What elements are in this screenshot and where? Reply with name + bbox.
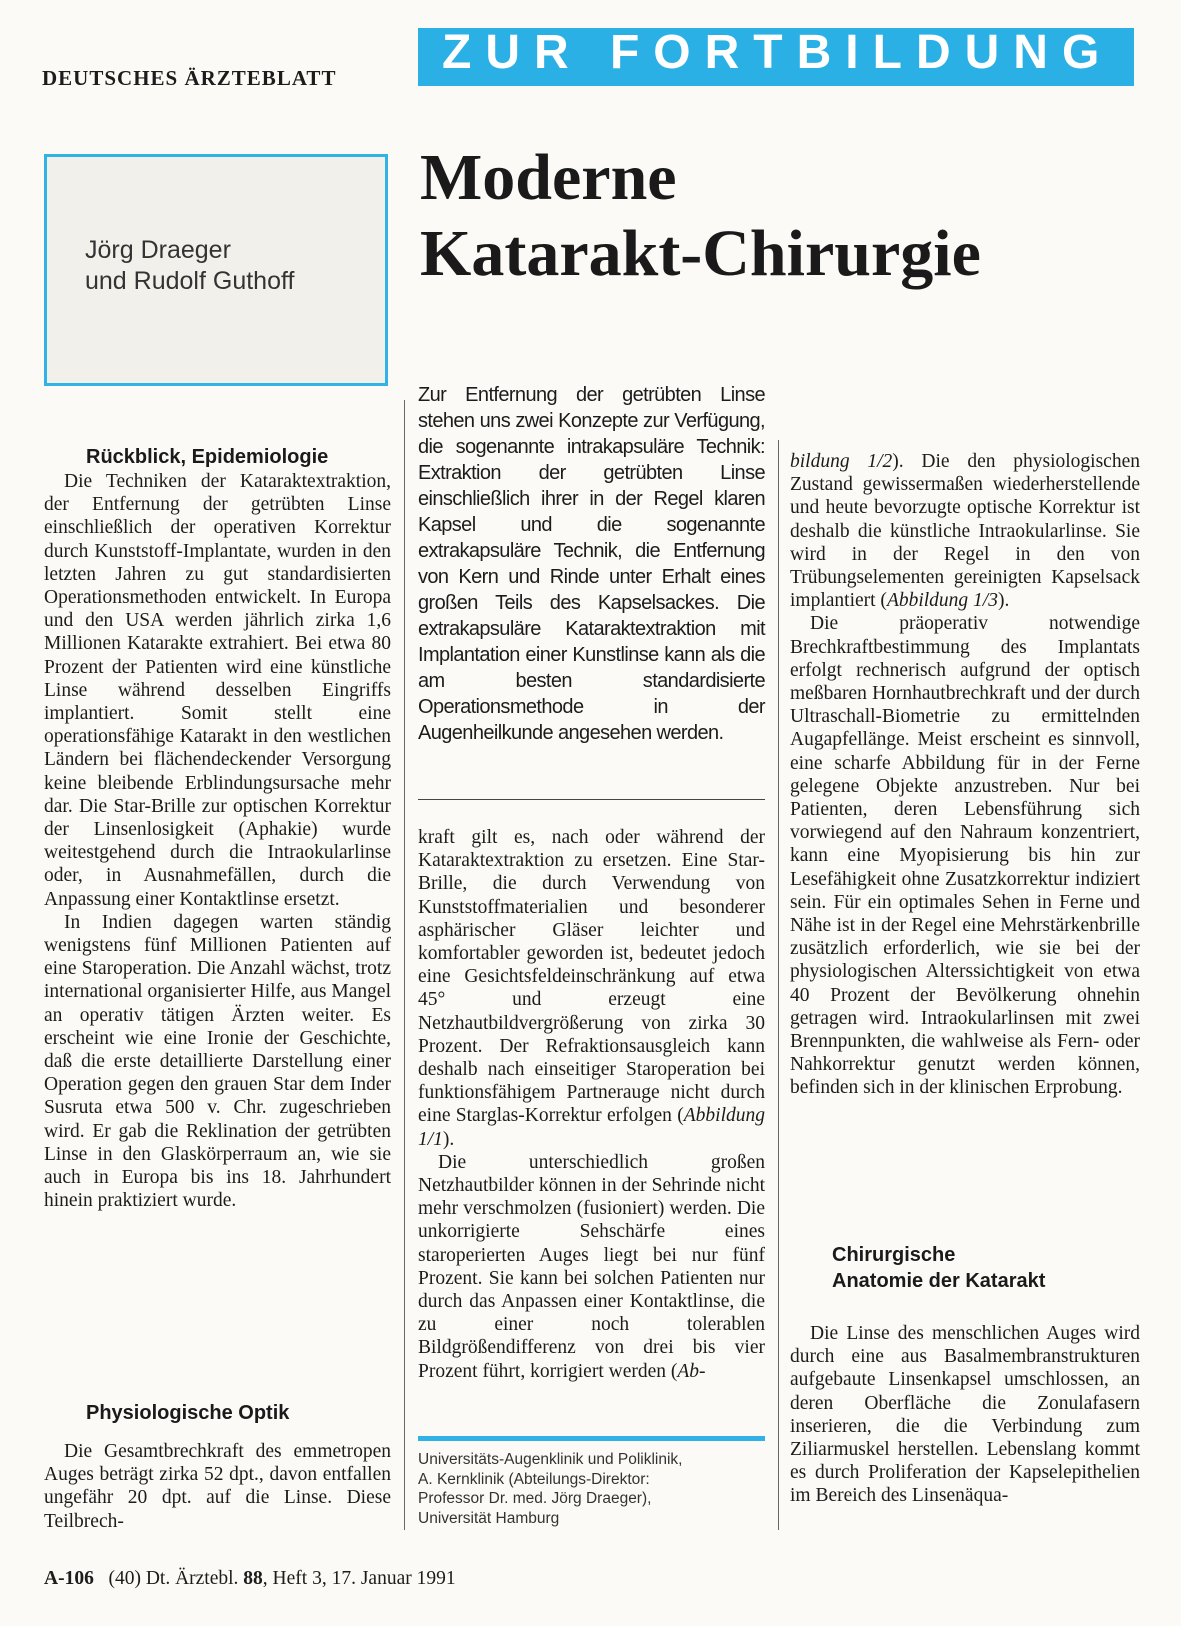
column-3-bottom-text	[790, 1322, 1140, 1508]
paragraph: Die präoperativ notwendige Brechkraftbestimmung des Implantats erfolgt rechnerisch aufgrund der optisch meßbaren Hornhautbrechkraft und der durch Ultraschall-Biometrie zu ermittelnden Augapfellänge. Meist erscheint es sinnvoll, eine scharfe Abbildung für in der Ferne gelegene Objekte anzustreben. Nur bei Patienten, deren Lebensführung sich vorwiegend auf den Nahraum konzentriert, kann eine Myopisierung bis hin zur Lesefähigkeit ohne Zusatzkorrektur indiziert sein. Für ein optimales Sehen in Ferne und Nähe ist in der Regel eine Mehrstärkenbrille zusätzlich erforderlich, wie sie bei der physiologischen Alterssichtigkeit von etwa 40 Prozent der Bevölkerung ohnehin getragen wird. Intraokularlinsen mit zwei Brennpunkten, die wahlweise als Fern- oder Nahkorrektur genutzt werden können, befinden sich in der klinischen Erprobung.	[790, 613, 1140, 1099]
author-affiliation	[418, 1450, 768, 1528]
column-1-text	[44, 470, 391, 1213]
intro-paragraph: Zur Entfernung der getrübten Linse stehen uns zwei Konzepte zur Verfügung, die sogenannte intrakapsuläre Technik: Extraktion der getrübten Linse einschließlich ihrer in der Regel klaren Kapsel und die sogenannte extrakapsuläre Technik, die Entfernung von Kern und Rinde unter Erhalt eines großen Teils des Kapselsackes. Die extrakapsuläre Kataraktextraktion mit Implantation einer Kunstlinse kann als die am besten standardisierte Operationsmethode in der Augenheilkunde angesehen werden.	[418, 384, 765, 744]
paragraph: In Indien dagegen warten ständig wenigstens fünf Millionen Patienten auf eine Staroperation. Die Anzahl wächst, trotz international organisierter Hilfe, aus Mangel an operativ tätigen Ärzten weiter. Es erscheint wie eine Ironie der Geschichte, daß die erste detaillierte Darstellung einer Operation gegen den grauen Star dem Inder Susruta etwa 500 v. Chr. zugeschrieben wird. Er gab die Reklination der getrübten Linse in den Glaskörperraum an, wie sie auch in Europa bis ins 18. Jahrhundert hinein praktiziert wurde.	[44, 911, 391, 1212]
paragraph: bildung 1/2). Die den physiologischen Zustand gewissermaßen wiederherstellende und heute bevorzugte optische Korrektur ist deshalb die künstliche Intraokularlinse. Sie wird in der Regel in den von Trübungselementen gereinigten Kapselsack implantiert (Abbildung 1/3).	[790, 451, 1140, 612]
title-line-2: Katarakt-Chirurgie	[420, 217, 981, 290]
figure-reference: bildung 1/2	[790, 451, 893, 472]
paragraph: Die unterschiedlich großen Netzhautbilder können in der Sehrinde nicht mehr verschmolzen (fusioniert) werden. Die unkorrigierte Sehschärfe eines staroperierten Auges liegt bei nur fünf Prozent. Sie kann bei solchen Patienten nur durch das Anpassen einer Kontaktlinse, die zu einer noch tolerablen Bildgrößendifferenz von drei bis vier Prozent führt, korrigiert werden (Ab-	[418, 1151, 765, 1382]
article-title	[420, 140, 1160, 292]
paragraph: Die Linse des menschlichen Auges wird durch eine aus Basalmembranstrukturen aufgebaute Linsenkapsel umschlossen, an deren Oberfläche die Zonulafasern inserieren, die die Verbindung zum Ziliarmuskel herstellen. Lebenslang kommt es durch Proliferation der Kapselepithelien im Bereich des Linsenäqua-	[790, 1323, 1140, 1507]
author-box	[44, 154, 388, 386]
affiliation-line: Universitäts-Augenklinik und Poliklinik,	[418, 1451, 683, 1468]
paragraph: Die Gesamtbrechkraft des emmetropen Auges beträgt zirka 52 dpt., davon entfallen ungefähr 20 dpt. auf die Linse. Diese Teilbrech-	[44, 1441, 391, 1532]
volume-number: 88	[243, 1568, 263, 1589]
journal-name: DEUTSCHES ÄRZTEBLATT	[42, 66, 337, 90]
affiliation-line: Universität Hamburg	[418, 1509, 560, 1527]
paragraph: Die Techniken der Kataraktextraktion, der Entfernung der getrübten Linse einschließlich der operativen Korrektur durch Kunststoff-Implantate, wurden in den letzten Jahren zu gut standardisierten Operationsmethoden entwickelt. In Europa und den USA werden jährlich zirka 1,6 Millionen Katarakte extrahiert. Bei etwa 80 Prozent der Patienten wird eine künstliche Linse während desselben Eingriffs implantiert. Somit stellt eine operationsfähige Katarakt in den westlichen Ländern bei flächendeckender Versorgung keine bleibende Erblindungsursache mehr dar. Die Star-Brille zur optischen Korrektur der Linsenlosigkeit (Aphakie) wurde weitestgehend durch die Intraokularlinse oder, in Ausnahmefällen, durch die Anpassung einer Kontaktlinse ersetzt.	[44, 471, 391, 910]
footnote-separator	[418, 1436, 765, 1441]
column-2-text	[418, 826, 765, 1383]
author-line-2: und Rudolf Guthoff	[85, 267, 295, 295]
heading-rueckblick: Rückblick, Epidemiologie	[86, 446, 329, 468]
figure-reference: Abbildung 1/3	[886, 590, 998, 612]
affiliation-line: A. Kernklinik (Abteilungs-Direktor:	[418, 1470, 650, 1488]
heading-line: Anatomie der Katarakt	[832, 1270, 1046, 1292]
column-divider-2	[778, 440, 779, 1530]
intro-separator	[418, 799, 765, 800]
citation-suffix: , Heft 3, 17. Januar 1991	[262, 1568, 456, 1589]
heading-line: Chirurgische	[832, 1244, 956, 1266]
heading-chirurgische-anatomie	[832, 1242, 1045, 1294]
column-divider-1	[404, 400, 405, 1530]
author-line-1: Jörg Draeger	[85, 236, 231, 264]
figure-reference: Abbildung 1/1	[418, 1105, 765, 1150]
column-3-text	[790, 450, 1140, 1100]
page-footer	[44, 1568, 456, 1590]
section-banner: ZUR FORTBILDUNG	[418, 28, 1134, 86]
figure-reference: Ab-	[677, 1360, 706, 1382]
heading-physiologische-optik: Physiologische Optik	[86, 1402, 290, 1424]
paragraph: kraft gilt es, nach oder während der Kataraktextraktion zu ersetzen. Eine Star-Brille, die durch Verwendung von Kunststoffmaterialien und besonderer asphärischer Gläser leichter und komfortabler geworden ist, bedeutet jedoch eine Gesichtsfeldeinschränkung auf etwa 45° und erzeugt eine Netzhautbildvergrößerung von zirka 30 Prozent. Der Refraktionsausgleich kann deshalb nach einseitiger Staroperation bei funktionsfähigem Partnerauge nicht durch eine Starglas-Korrektur erfolgen (Abbildung 1/1).	[418, 827, 765, 1150]
title-line-1: Moderne	[420, 141, 677, 214]
page-number: A-106	[44, 1568, 94, 1589]
column-1-bottom-text	[44, 1440, 391, 1533]
citation-prefix: (40) Dt. Ärztebl.	[108, 1568, 239, 1589]
affiliation-line: Professor Dr. med. Jörg Draeger),	[418, 1490, 652, 1507]
